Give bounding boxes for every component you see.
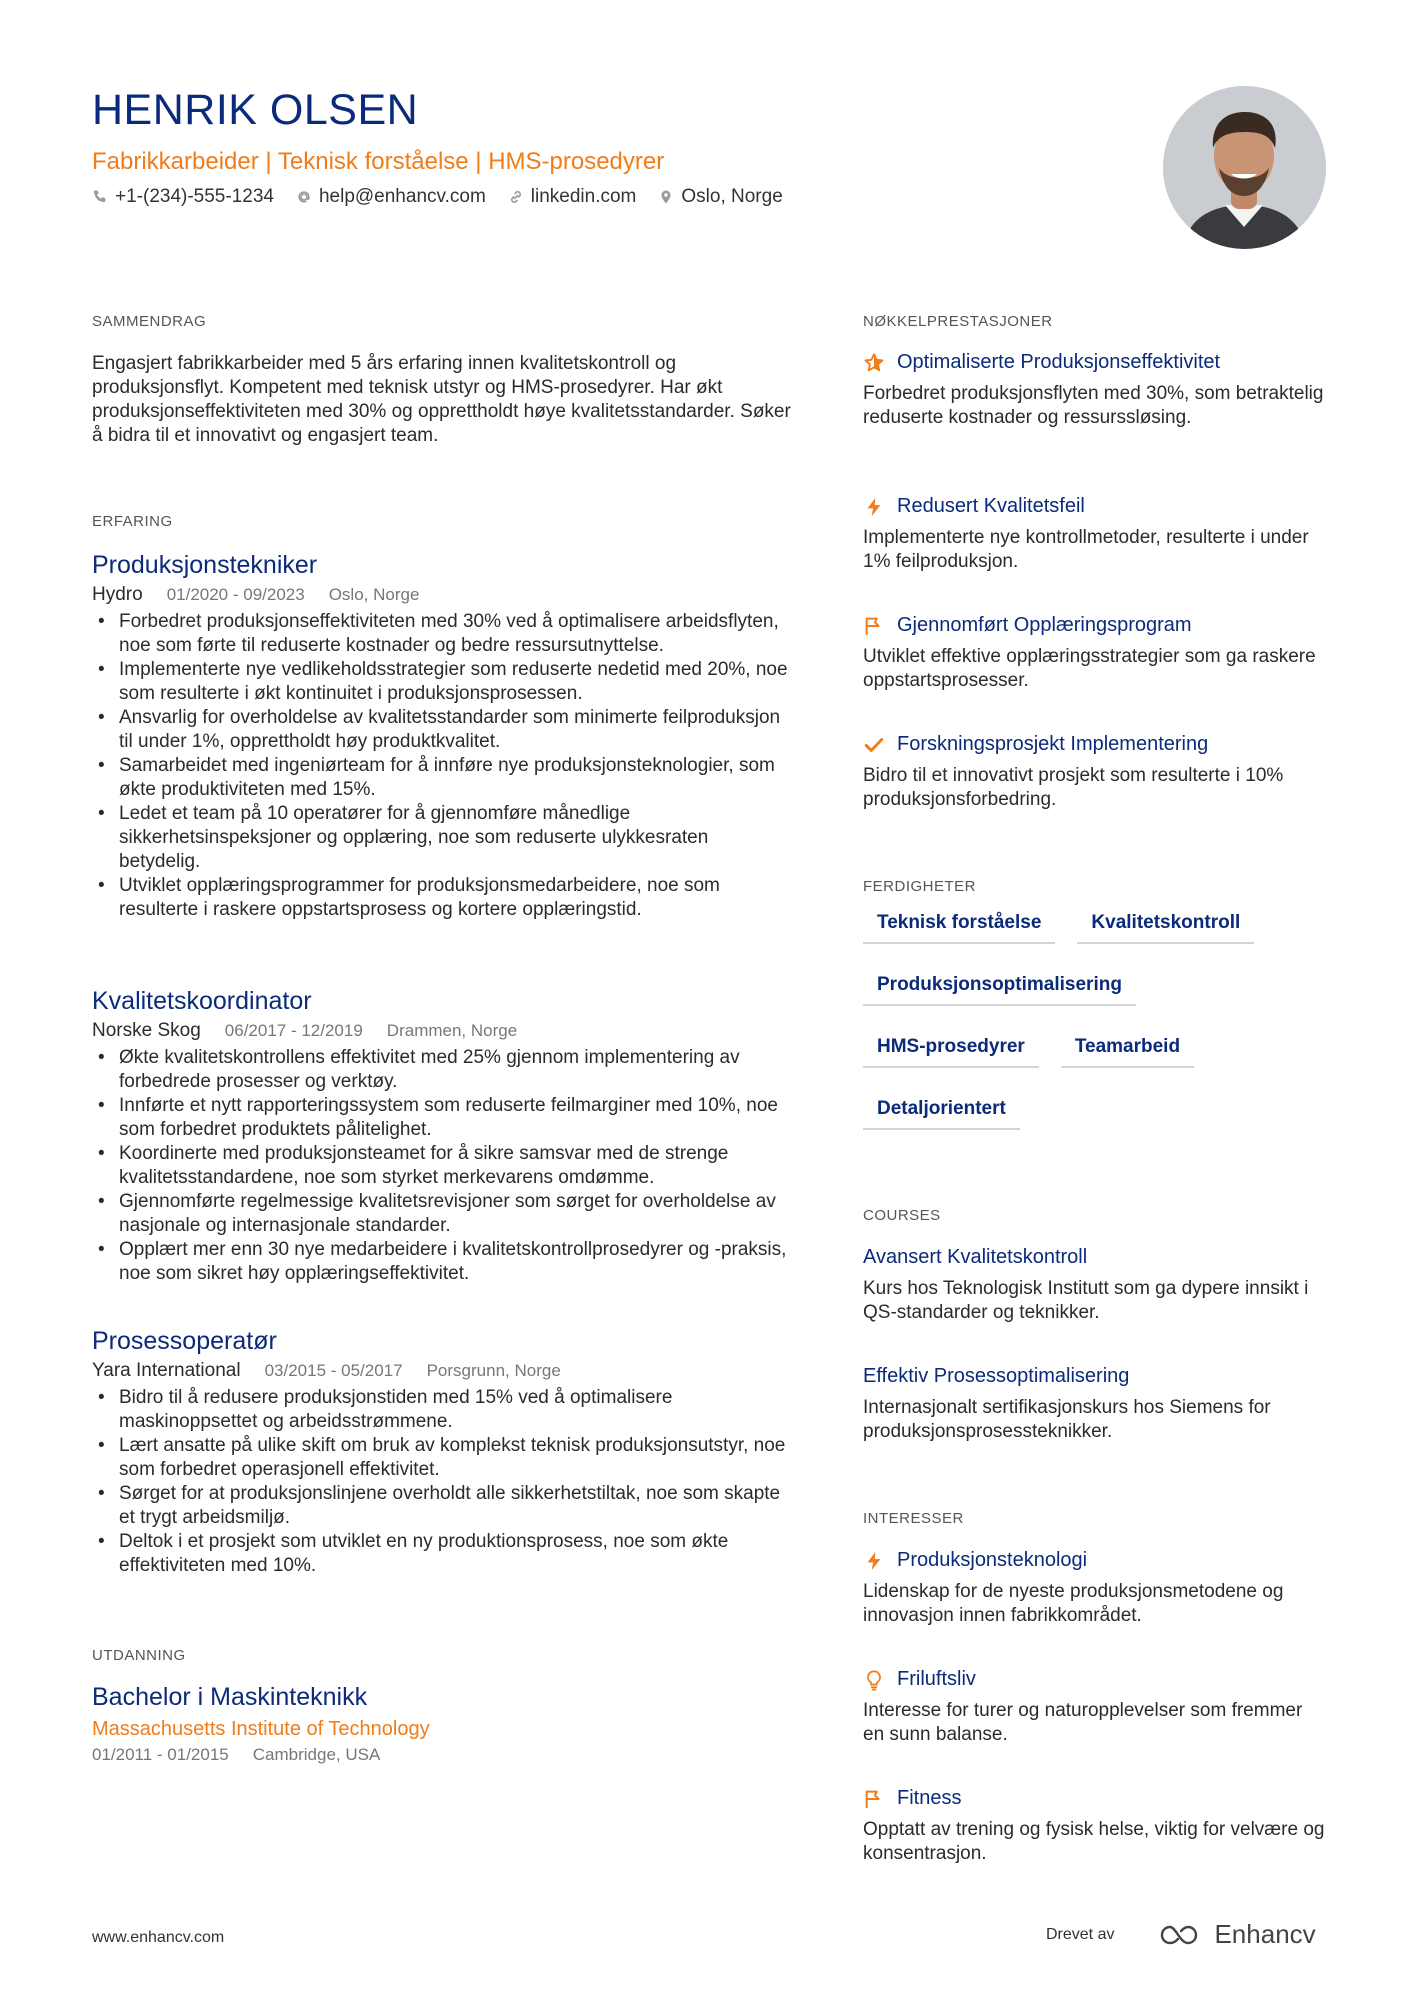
- lightbulb-icon: [863, 1669, 885, 1691]
- list-item: • Utviklet opplæringsprogrammer for produksjonsmedarbeidere, noe som resulterte i raskere oppstartsprosess og kortere opplæringstid.: [92, 874, 792, 922]
- achievement-title: Gjennomført Opplæringsprogram: [897, 614, 1192, 636]
- course-title: Effektiv Prosessoptimalisering: [863, 1365, 1130, 1387]
- skill-tag: Teknisk forståelse: [863, 912, 1055, 944]
- bolt-icon: [863, 496, 885, 518]
- list-item: • Deltok i et prosjekt som utviklet en ny produktionsprosess, noe som økte effektiviteten med 10%.: [92, 1530, 792, 1578]
- education-meta: [92, 1745, 792, 1765]
- phone-text: +1-(234)-555-1234: [115, 186, 274, 207]
- flag-icon: [863, 615, 885, 637]
- avatar-photo-icon: [1163, 86, 1326, 249]
- list-item: • Ledet et team på 10 operatører for å gjennomføre månedlige sikkerhetsinspeksjoner og opplæring, noe som reduserte ulykkesraten betydelig.: [92, 802, 792, 874]
- job-bullets: [92, 1046, 792, 1286]
- list-item: • Sørget for at produksjonslinjene overholdt alle sikkerhetstiltak, noe som skapte et trygt arbeidsmiljø.: [92, 1482, 792, 1530]
- achievement-title: Forskningsprosjekt Implementering: [897, 733, 1209, 755]
- list-item: • Lært ansatte på ulike skift om bruk av komplekst teknisk produksjonsutstyr, noe som forbedret operasjonell effektivitet.: [92, 1434, 792, 1482]
- location-text: Oslo, Norge: [681, 186, 783, 207]
- phone-icon: [92, 189, 108, 205]
- flag-icon: [863, 1788, 885, 1810]
- job-bullets: [92, 1386, 792, 1578]
- email-text[interactable]: help@enhancv.com: [318, 186, 486, 207]
- summary-text: Engasjert fabrikkarbeider med 5 års erfaring innen kvalitetskontroll og produksjonsflyt. Kompetent med teknisk utstyr og HMS-prosedyrer. Har økt produksjonseffektiviteten med 30% og opprettholdt høye kvalitetsstandarder. Søker å bidra til et innovativt og engasjert team.: [92, 353, 791, 446]
- candidate-headline: Fabrikkarbeider | Teknisk forståelse | HMS-prosedyrer: [92, 148, 665, 175]
- contact-bar: [92, 186, 805, 208]
- job-company: Norske Skog: [92, 1020, 201, 1041]
- courses-heading: COURSES: [863, 1207, 941, 1224]
- achievement-item: [863, 495, 1328, 574]
- skill-tag: Teamarbeid: [1061, 1036, 1194, 1068]
- location-pin-icon: [658, 189, 674, 205]
- contact-phone: [92, 186, 274, 208]
- job-dates: 06/2017 - 12/2019: [224, 1021, 363, 1040]
- job-meta: [92, 1020, 792, 1042]
- achievement-title: Optimaliserte Produksjonseffektivitet: [897, 351, 1221, 373]
- at-icon: [296, 189, 312, 205]
- job-dates: 03/2015 - 05/2017: [264, 1361, 403, 1380]
- achievement-item: [863, 351, 1328, 430]
- interest-title: Friluftsliv: [897, 1668, 976, 1690]
- list-item: • Ansvarlig for overholdelse av kvalitetsstandarder som minimerte feilproduksjon til under 1%, opprettholdt høy produktkvalitet.: [92, 706, 792, 754]
- contact-linkedin[interactable]: [508, 186, 637, 208]
- list-item: • Bidro til å redusere produksjonstiden med 15% ved å optimalisere maskinoppsettet og arbeidsstrømmene.: [92, 1386, 792, 1434]
- job-meta: [92, 584, 792, 606]
- list-item: • Opplært mer enn 30 nye medarbeidere i kvalitetskontrollprosedyrer og -praksis, noe som sikret høy opplæringseffektivitet.: [92, 1238, 792, 1286]
- skill-tag: Produksjonsoptimalisering: [863, 974, 1136, 1006]
- list-item: • Gjennomførte regelmessige kvalitetsrevisjoner som sørget for overholdelse av nasjonale og internasjonale standarder.: [92, 1190, 792, 1238]
- skills-list: [863, 912, 1333, 1160]
- footer-website[interactable]: www.enhancv.com: [92, 1929, 225, 1946]
- course-title: Avansert Kvalitetskontroll: [863, 1246, 1088, 1268]
- skills-heading: FERDIGHETER: [863, 878, 977, 895]
- degree-title: Bachelor i Maskinteknikk: [92, 1683, 368, 1711]
- contact-location: [658, 186, 782, 208]
- achievement-text: Bidro til et innovativt prosjekt som resulterte i 10% produksjonsforbedring.: [863, 765, 1284, 810]
- course-item: [863, 1365, 1328, 1444]
- brand-name: Enhancv: [1214, 1919, 1316, 1949]
- course-text: Internasjonalt sertifikasjonskurs hos Siemens for produksjonsprosessteknikker.: [863, 1397, 1271, 1442]
- job-title: Kvalitetskoordinator: [92, 987, 312, 1015]
- candidate-name: HENRIK OLSEN: [92, 86, 419, 134]
- school-name: Massachusetts Institute of Technology: [92, 1718, 430, 1740]
- job-location: Oslo, Norge: [328, 585, 420, 604]
- experience-heading: ERFARING: [92, 513, 173, 530]
- interest-item: [863, 1549, 1328, 1628]
- linkedin-text[interactable]: linkedin.com: [530, 186, 637, 207]
- check-icon: [863, 734, 885, 756]
- education-heading: UTDANNING: [92, 1647, 186, 1664]
- achievements-heading: NØKKELPRESTASJONER: [863, 313, 1053, 330]
- course-text: Kurs hos Teknologisk Institutt som ga dypere innsikt i QS-standarder og teknikker.: [863, 1278, 1309, 1323]
- list-item: • Koordinerte med produksjonsteamet for å sikre samsvar med de strenge kvalitetsstandardene, noe som styrket merkevarens omdømme.: [92, 1142, 792, 1190]
- brand-logo[interactable]: [1158, 1919, 1315, 1950]
- education-location: Cambridge, USA: [252, 1745, 381, 1764]
- enhancv-logo-icon: [1158, 1922, 1206, 1948]
- job-dates: 01/2020 - 09/2023: [166, 585, 305, 604]
- footer-branding: [1046, 1919, 1316, 1950]
- contact-email[interactable]: [296, 186, 486, 208]
- link-icon: [508, 189, 524, 205]
- avatar: [1163, 86, 1326, 249]
- interest-item: [863, 1787, 1328, 1866]
- interests-heading: INTERESSER: [863, 1510, 964, 1527]
- skill-tag: Detaljorientert: [863, 1098, 1020, 1130]
- list-item: • Innførte et nytt rapporteringssystem som reduserte feilmarginer med 10%, noe som forbedret produktets pålitelighet.: [92, 1094, 792, 1142]
- course-item: [863, 1246, 1328, 1325]
- achievement-item: [863, 733, 1328, 812]
- skill-tag: HMS-prosedyrer: [863, 1036, 1039, 1068]
- interest-text: Interesse for turer og naturopplevelser som fremmer en sunn balanse.: [863, 1700, 1303, 1745]
- interest-item: [863, 1668, 1328, 1747]
- list-item: • Samarbeidet med ingeniørteam for å innføre nye produksjonsteknologier, som økte produktiviteten med 15%.: [92, 754, 792, 802]
- interest-text: Lidenskap for de nyeste produksjonsmetodene og innovasjon innen fabrikkområdet.: [863, 1581, 1284, 1626]
- job-location: Drammen, Norge: [386, 1021, 518, 1040]
- education-dates: 01/2011 - 01/2015: [92, 1745, 229, 1764]
- job-title: Prosessoperatør: [92, 1327, 277, 1355]
- list-item: • Økte kvalitetskontrollens effektivitet med 25% gjennom implementering av forbedrede prosesser og verktøy.: [92, 1046, 792, 1094]
- list-item: • Implementerte nye vedlikeholdsstrategier som reduserte nedetid med 20%, noe som resulterte i økt kontinuitet i produksjonsprosessen.: [92, 658, 792, 706]
- achievement-item: [863, 614, 1328, 693]
- experience-item: [92, 551, 792, 922]
- bolt-icon: [863, 1550, 885, 1572]
- experience-item: [92, 987, 792, 1286]
- achievement-text: Forbedret produksjonsflyten med 30%, som betraktelig reduserte kostnader og ressurssløsing.: [863, 383, 1324, 428]
- job-company: Hydro: [92, 584, 143, 605]
- education-item: [92, 1683, 792, 1765]
- interest-title: Fitness: [897, 1787, 962, 1809]
- job-company: Yara International: [92, 1360, 241, 1381]
- job-location: Porsgrunn, Norge: [426, 1361, 561, 1380]
- list-item: • Forbedret produksjonseffektiviteten med 30% ved å optimalisere arbeidsflyten, noe som førte til reduserte kostnader og bedre ressursutnyttelse.: [92, 610, 792, 658]
- interest-title: Produksjonsteknologi: [897, 1549, 1088, 1571]
- achievement-text: Implementerte nye kontrollmetoder, resulterte i under 1% feilproduksjon.: [863, 527, 1309, 572]
- interest-text: Opptatt av trening og fysisk helse, viktig for velvære og konsentrasjon.: [863, 1819, 1325, 1864]
- achievement-text: Utviklet effektive opplæringsstrategier som ga raskere oppstartsprosesser.: [863, 646, 1316, 691]
- summary-heading: SAMMENDRAG: [92, 313, 207, 330]
- skill-tag: Kvalitetskontroll: [1077, 912, 1254, 944]
- achievement-title: Redusert Kvalitetsfeil: [897, 495, 1085, 517]
- job-meta: [92, 1360, 792, 1382]
- star-icon: [863, 352, 885, 374]
- job-bullets: [92, 610, 792, 922]
- job-title: Produksjonstekniker: [92, 551, 318, 579]
- powered-by-text: Drevet av: [1046, 1925, 1115, 1943]
- experience-item: [92, 1327, 792, 1578]
